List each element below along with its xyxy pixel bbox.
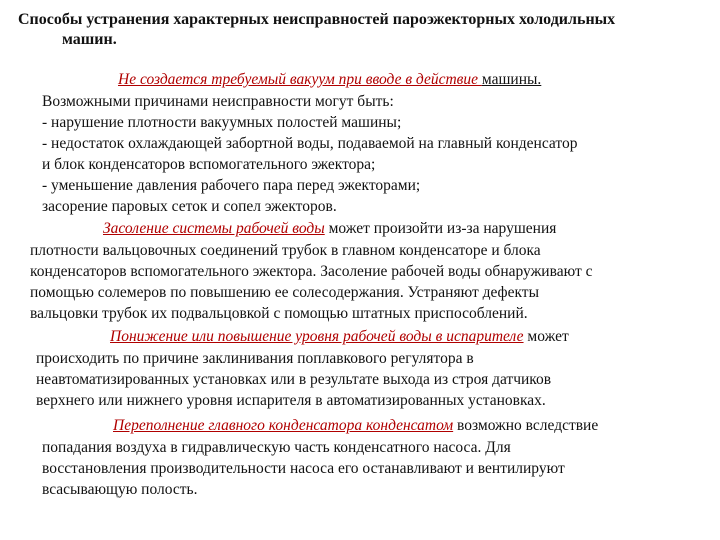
section1-line: Возможными причинами неисправности могут быть: — [42, 93, 394, 110]
section2-line: помощью солемеров по повышению ее солесодержания. Устраняют дефекты — [30, 284, 539, 301]
section1-line: и блок конденсаторов вспомогательного эжектора; — [42, 156, 376, 173]
section4-line: попадания воздуха в гидравлическую часть конденсатного насоса. Для — [42, 439, 511, 456]
section3-heading-highlight: Понижение или повышение уровня рабочей воды в испарителе — [110, 328, 524, 345]
section1-heading-highlight: Не создается требуемый вакуум при вводе в действие — [118, 71, 482, 88]
section1-line: - уменьшение давления рабочего пара перед эжекторами; — [42, 177, 421, 194]
section3-heading — [110, 327, 569, 347]
section4-heading-highlight: Переполнение главного конденсатора конденсатом — [113, 417, 454, 434]
title-line-1: Способы устранения характерных неисправностей пароэжекторных холодильных — [18, 11, 616, 28]
section4-line: всасывающую полость. — [42, 481, 198, 498]
section4-heading — [113, 416, 598, 436]
section3-line: верхнего или нижнего уровня испарителя в автоматизированных установках. — [36, 392, 546, 409]
section1-line: - нарушение плотности вакуумных полостей машины; — [42, 114, 402, 131]
section3-line: происходить по причине заклинивания поплавкового регулятора в — [36, 350, 474, 367]
section4-line: восстановления производительности насоса его останавливают и вентилируют — [42, 460, 565, 477]
slide-title — [18, 10, 708, 50]
section1-heading-tail: машины. — [481, 71, 542, 88]
section2-line: вальцовки трубок их подвальцовкой с помощью штатных приспособлений. — [30, 305, 528, 322]
section4-heading-tail: возможно вследствие — [453, 417, 599, 434]
section2-line: конденсаторов вспомогательного эжектора. Засоление рабочей воды обнаруживают с — [30, 263, 593, 280]
section3-line: неавтоматизированных установках или в результате выхода из строя датчиков — [36, 371, 552, 388]
section1-heading — [118, 70, 541, 90]
section3-heading-tail: может — [523, 328, 569, 345]
section1-line: засорение паровых сеток и сопел эжекторов. — [42, 198, 337, 215]
section2-heading — [103, 219, 556, 239]
section2-line: плотности вальцовочных соединений трубок в главном конденсаторе и блока — [30, 242, 541, 259]
section1-line: - недостаток охлаждающей забортной воды, подаваемой на главный конденсатор — [42, 135, 578, 152]
section2-heading-highlight: Засоление системы рабочей воды — [103, 220, 325, 237]
section2-heading-tail: может произойти из-за нарушения — [324, 220, 557, 237]
title-line-2: машин. — [62, 31, 117, 48]
